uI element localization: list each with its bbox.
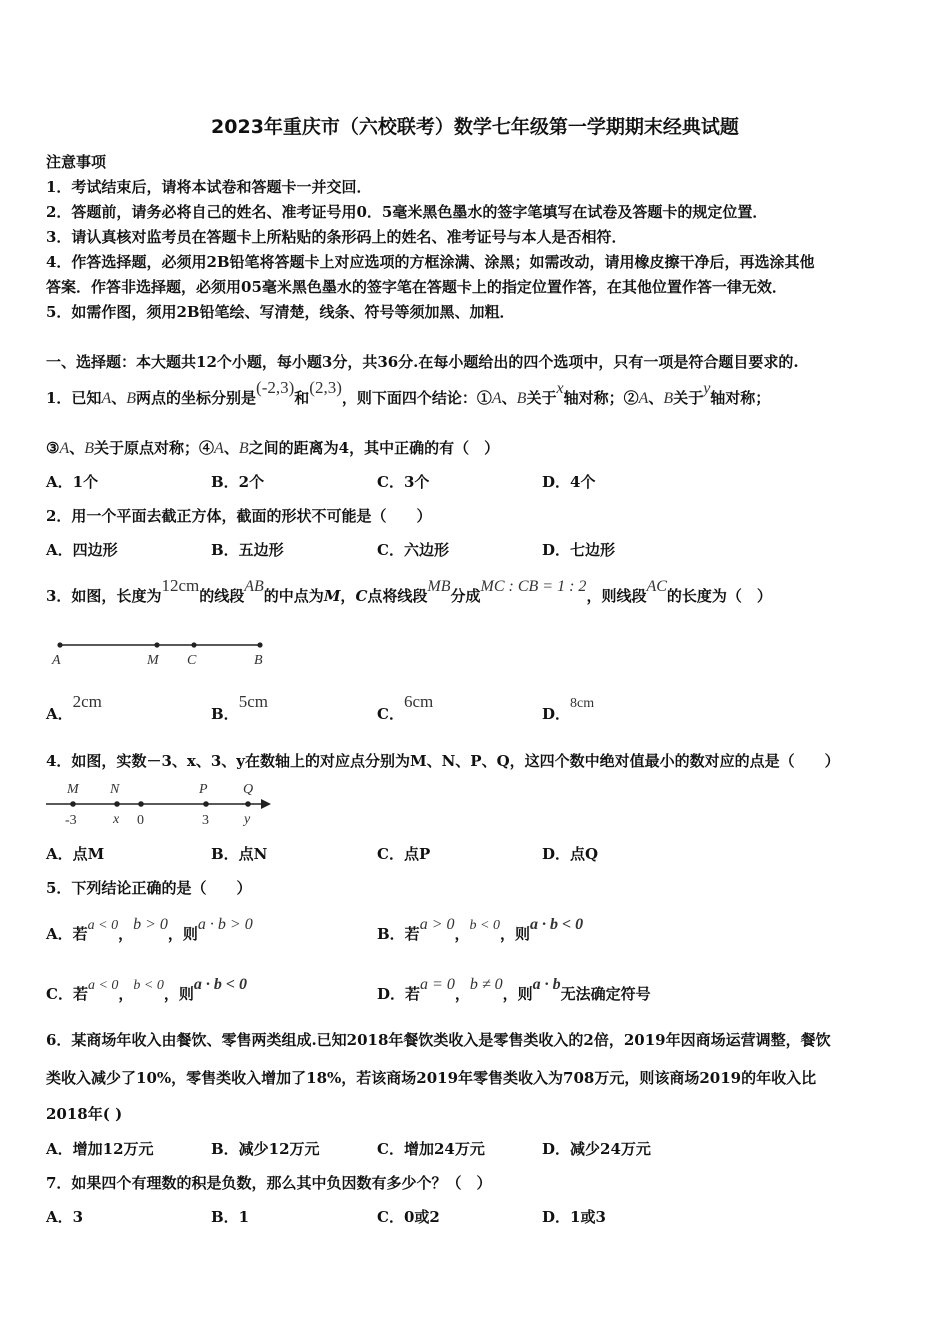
notice-item-2: 2．答题前，请务必将自己的姓名、准考证号用0．5毫米黑色墨水的签字笔填写在试卷及答题卡的规定位置． bbox=[46, 203, 768, 221]
q2-option-d: D．七边形 bbox=[542, 541, 616, 559]
tick-label-neg3: -3 bbox=[65, 813, 77, 828]
label-q: Q bbox=[243, 782, 254, 797]
q7-option-a: A．3 bbox=[46, 1208, 84, 1226]
question-6-line-1: 6．某商场年收入由餐饮、零售两类组成.已知2018年餐饮类收入是零售类收入的2倍，2019年因商场运营调整，餐饮 bbox=[46, 1031, 831, 1049]
point-q-dot bbox=[245, 801, 251, 807]
tick-label-y: y bbox=[244, 812, 251, 827]
tick-label-0: 0 bbox=[137, 813, 144, 828]
notice-item-4: 4．作答选择题，必须用2B铅笔将答题卡上对应选项的方框涂满、涂黑；如需改动，请用橡皮擦干净后，再选涂其他 bbox=[46, 253, 815, 271]
notice-item-3: 3．请认真核对监考员在答题卡上所粘贴的条形码上的姓名、准考证号与本人是否相符． bbox=[46, 228, 627, 246]
q3-option-c: C．6cm bbox=[377, 692, 434, 723]
question-2-stem: 2．用一个平面去截正方体，截面的形状不可能是（ ） bbox=[46, 507, 432, 525]
label-m: M bbox=[67, 782, 79, 797]
segment-figure bbox=[46, 636, 276, 672]
point-m-dot bbox=[154, 642, 159, 647]
q3-option-b: B．5cm bbox=[211, 692, 268, 723]
q6-option-c: C．增加24万元 bbox=[377, 1140, 485, 1158]
question-1-line-2: ③A、B关于原点对称；④A、B之间的距离为4，其中正确的有（ ） bbox=[46, 439, 500, 457]
point-c-dot bbox=[191, 642, 196, 647]
q3-option-d: D．8cm bbox=[542, 696, 595, 723]
origin-dot bbox=[138, 801, 144, 807]
tick-label-3: 3 bbox=[202, 813, 209, 828]
question-1-line-1: 1．已知A、B两点的坐标分别是(-2,3)和(2,3)，则下面四个结论：①A、B关于x轴对称；②A、B关于y轴对称； bbox=[46, 378, 771, 407]
q4-option-b: B．点N bbox=[211, 845, 268, 863]
label-b: B bbox=[254, 653, 263, 668]
q1-option-d: D．4个 bbox=[542, 473, 596, 491]
q6-option-b: B．减少12万元 bbox=[211, 1140, 320, 1158]
q5-option-b: B．若a > 0，b < 0，则a · b < 0 bbox=[377, 916, 584, 943]
notice-item-4-cont: 答案．作答非选择题，必须用05毫米黑色墨水的签字笔在答题卡上的指定位置作答，在其他位置作答一律无效． bbox=[46, 278, 787, 296]
question-4-stem: 4．如图，实数－3、x、3、y在数轴上的对应点分别为M、N、P、Q，这四个数中绝对值最小的数对应的点是（ ） bbox=[46, 752, 840, 770]
point-b-dot bbox=[257, 642, 262, 647]
question-3-stem: 3．如图，长度为12cm的线段AB的中点为M，C点将线段MB分成MC : CB = 1 : 2，则线段AC的长度为（ ） bbox=[46, 576, 772, 605]
q7-option-b: B．1 bbox=[211, 1208, 250, 1226]
notice-item-5: 5．如需作图，须用2B铅笔绘、写清楚，线条、符号等须加黑、加粗． bbox=[46, 303, 515, 321]
label-n: N bbox=[110, 782, 120, 797]
q2-option-b: B．五边形 bbox=[211, 541, 284, 559]
point-m-dot bbox=[70, 801, 76, 807]
q3-option-a: A．2cm bbox=[46, 692, 102, 723]
notice-heading: 注意事项 bbox=[46, 153, 107, 171]
question-6-line-2: 类收入减少了10%，零售类收入增加了18%，若该商场2019年零售类收入为708万元，则该商场2019的年收入比 bbox=[46, 1069, 817, 1087]
label-c: C bbox=[187, 653, 197, 668]
label-p: P bbox=[199, 782, 208, 797]
q2-option-c: C．六边形 bbox=[377, 541, 449, 559]
q1-option-b: B．2个 bbox=[211, 473, 265, 491]
q2-option-a: A．四边形 bbox=[46, 541, 118, 559]
q7-option-c: C．0或2 bbox=[377, 1208, 440, 1226]
question-7-stem: 7．如果四个有理数的积是负数，那么其中负因数有多少个？（ ） bbox=[46, 1174, 492, 1192]
q4-option-c: C．点P bbox=[377, 845, 431, 863]
label-a: A bbox=[52, 653, 61, 668]
notice-item-1: 1．考试结束后，请将本试卷和答题卡一并交回． bbox=[46, 178, 372, 196]
point-p-dot bbox=[203, 801, 209, 807]
label-m: M bbox=[147, 653, 159, 668]
tick-label-x: x bbox=[113, 812, 120, 827]
q1-option-a: A．1个 bbox=[46, 473, 99, 491]
section-heading: 一、选择题：本大题共12个小题，每小题3分，共36分.在每小题给出的四个选项中，只有一项是符合题目要求的. bbox=[46, 353, 799, 371]
q4-option-a: A．点M bbox=[46, 845, 105, 863]
point-n-dot bbox=[114, 801, 120, 807]
q5-option-c: C．若a < 0，b < 0，则a · b < 0 bbox=[46, 976, 248, 1003]
q1-option-c: C．3个 bbox=[377, 473, 430, 491]
number-line-figure bbox=[44, 780, 284, 830]
point-a-dot bbox=[57, 642, 62, 647]
axis-arrow-icon bbox=[261, 799, 271, 809]
q4-option-d: D．点Q bbox=[542, 845, 599, 863]
question-5-stem: 5．下列结论正确的是（ ） bbox=[46, 879, 252, 897]
q5-option-a: A．若a < 0，b > 0，则a · b > 0 bbox=[46, 916, 253, 943]
question-6-line-3: 2018年( ) bbox=[46, 1105, 123, 1123]
q5-option-d: D．若a = 0，b ≠ 0，则a · b无法确定符号 bbox=[377, 976, 651, 1003]
q6-option-a: A．增加12万元 bbox=[46, 1140, 154, 1158]
q7-option-d: D．1或3 bbox=[542, 1208, 606, 1226]
q6-option-d: D．减少24万元 bbox=[542, 1140, 651, 1158]
page-title: 2023年重庆市（六校联考）数学七年级第一学期期末经典试题 bbox=[211, 116, 739, 138]
